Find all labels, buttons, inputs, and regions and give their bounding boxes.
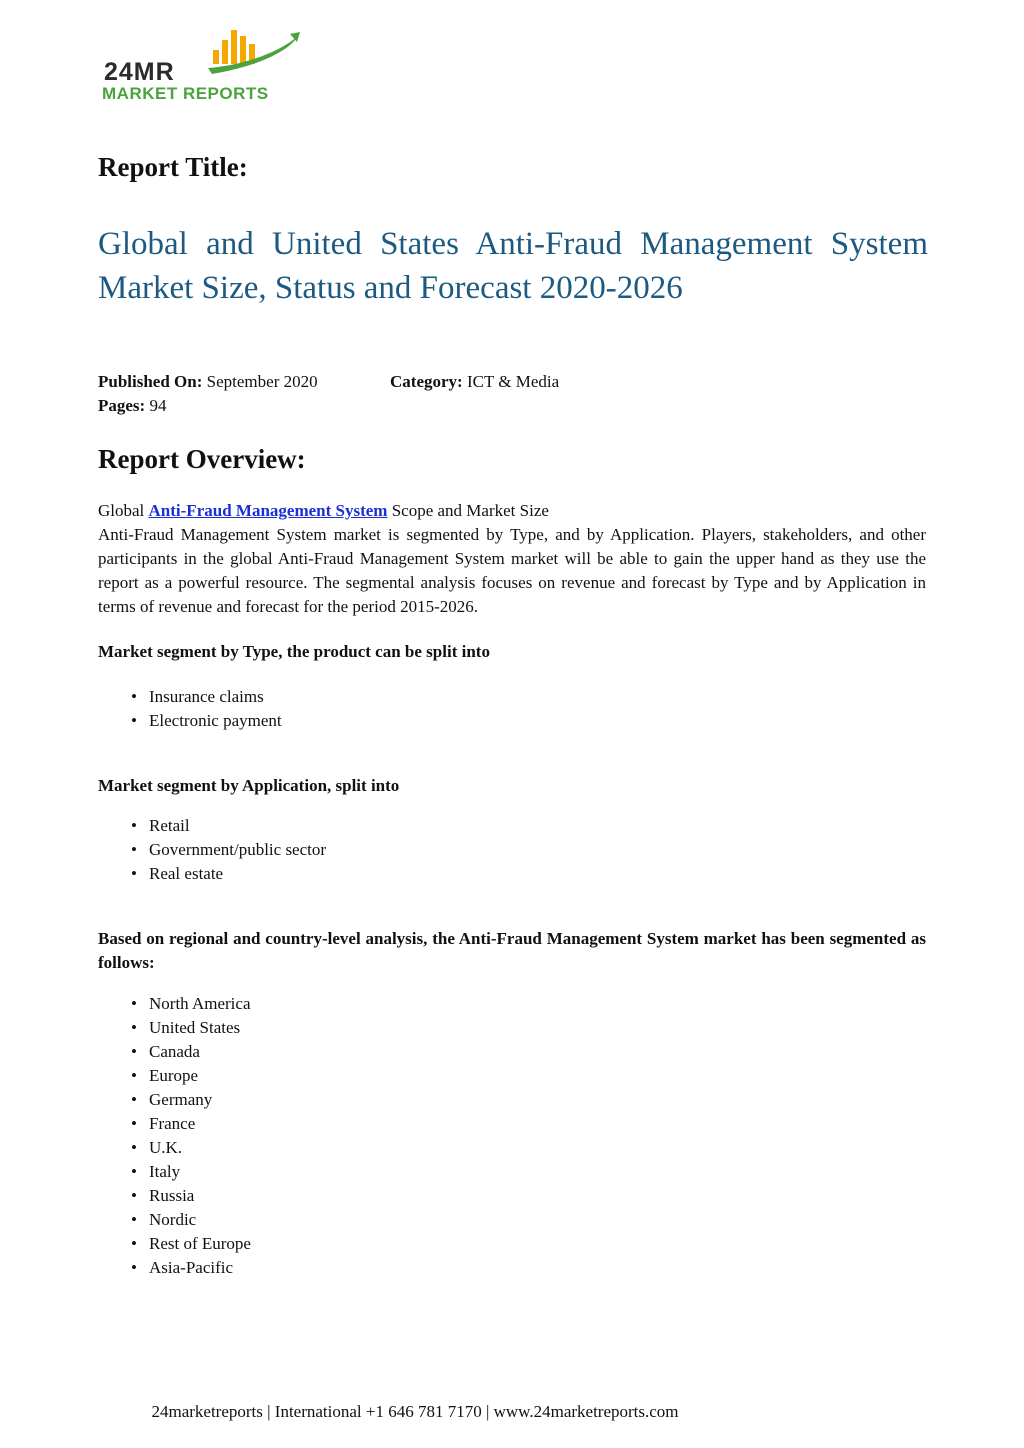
list-item: • Asia-Pacific (98, 1256, 926, 1280)
report-overview-heading: Report Overview: (98, 444, 306, 474)
page-footer: 24marketreports | International +1 646 781 7170 | www.24marketreports.com (151, 1402, 679, 1421)
list-item: • Canada (98, 1040, 926, 1064)
list-item: • Government/public sector (98, 838, 926, 862)
published-label: Published On: (98, 372, 203, 391)
scope-prefix: Global (98, 501, 145, 520)
type-segment-list (98, 685, 926, 733)
list-item: • Germany (98, 1088, 926, 1112)
category-row (390, 370, 559, 394)
list-item: • Nordic (98, 1208, 926, 1232)
list-item: • Electronic payment (98, 709, 926, 733)
region-segment-list (98, 992, 926, 1280)
type-segment-heading: Market segment by Type, the product can be split into (98, 642, 490, 661)
list-item: • Real estate (98, 862, 926, 886)
overview-paragraph: Anti-Fraud Management System market is segmented by Type, and by Application. Players, stakeholders, and other participants in the global Anti-Fraud Management System market will be able to gain the upper hand as they use the report as a powerful resource. The segmental analysis focuses on revenue and forecast by Type and by Application in terms of revenue and forecast for the period 2015-2026. (98, 525, 926, 616)
logo-text-primary: 24MR (104, 58, 175, 86)
scope-suffix: Scope and Market Size (391, 501, 549, 520)
pages-value: 94 (149, 396, 167, 415)
report-meta (98, 370, 318, 418)
list-item: • Russia (98, 1184, 926, 1208)
application-segment-heading: Market segment by Application, split into (98, 776, 400, 795)
published-value: September 2020 (206, 372, 318, 391)
application-segment-list (98, 814, 926, 886)
list-item: • United States (98, 1016, 926, 1040)
list-item: • Retail (98, 814, 926, 838)
company-logo (100, 28, 310, 108)
list-item: • U.K. (98, 1136, 926, 1160)
published-row (98, 370, 318, 394)
list-item: • Europe (98, 1064, 926, 1088)
region-segment-heading: Based on regional and country-level analysis, the Anti-Fraud Management System market has been segmented as follows: (98, 929, 926, 972)
report-title: Global and United States Anti-Fraud Management System Market Size, Status and Forecast 2020-2026 (98, 226, 928, 306)
product-link[interactable]: Anti-Fraud Management System (148, 501, 388, 520)
list-item: • France (98, 1112, 926, 1136)
category-value: ICT & Media (466, 372, 560, 391)
report-body (98, 499, 926, 1280)
report-title-heading: Report Title: (98, 152, 248, 182)
logo-text-secondary: MARKET REPORTS (102, 84, 269, 103)
list-item: • Rest of Europe (98, 1232, 926, 1256)
scope-line (98, 499, 926, 523)
list-item: • Insurance claims (98, 685, 926, 709)
list-item: • North America (98, 992, 926, 1016)
pages-row (98, 394, 318, 418)
list-item: • Italy (98, 1160, 926, 1184)
category-label: Category: (390, 372, 463, 391)
pages-label: Pages: (98, 396, 146, 415)
